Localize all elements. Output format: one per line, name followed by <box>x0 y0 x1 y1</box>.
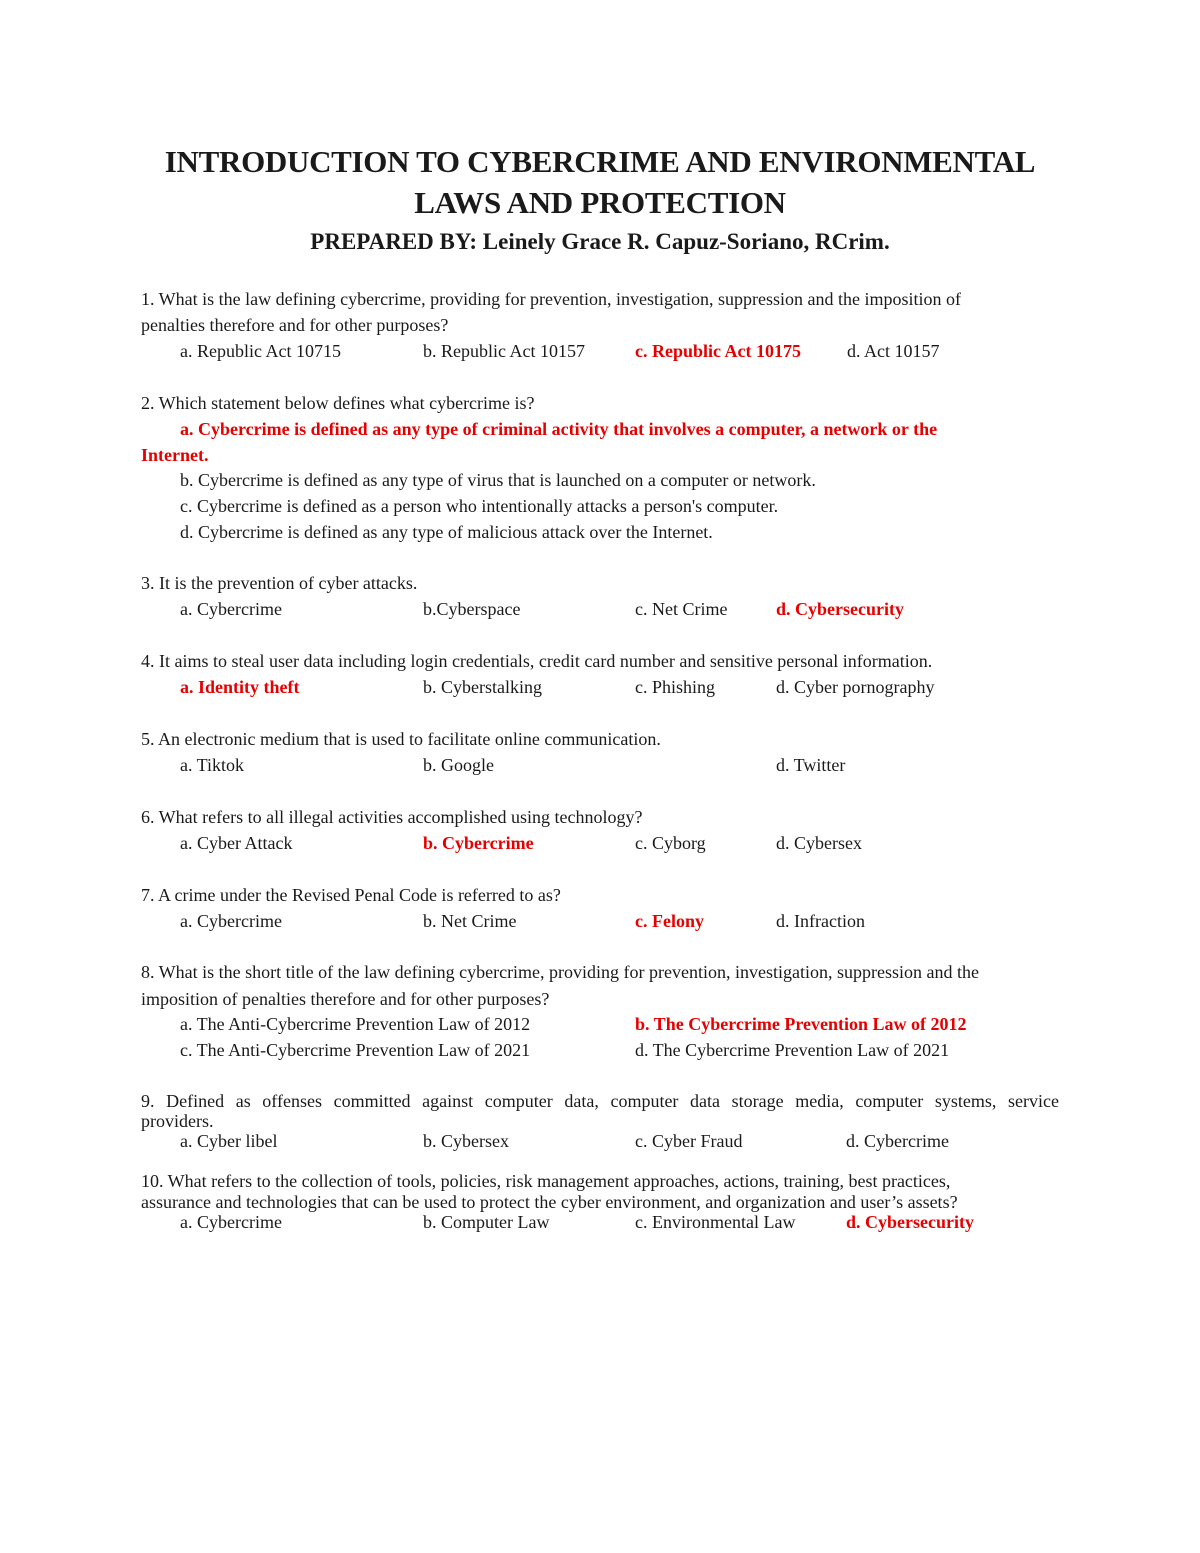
question-1-choice-b: b. Republic Act 10157 <box>423 341 585 361</box>
question-5-choice-a: a. Tiktok <box>180 755 245 775</box>
question-10-answer-d: d. Cybersecurity <box>846 1212 974 1232</box>
question-6-text: 6. What refers to all illegal activities accomplished using technology? <box>141 807 643 827</box>
question-9-choice-a: a. Cyber libel <box>180 1131 278 1151</box>
question-3-text: 3. It is the prevention of cyber attacks. <box>141 573 418 593</box>
question-10-text-cont: assurance and technologies that can be used to protect the cyber environment, and organization and user’s assets? <box>141 1192 958 1212</box>
question-1-text-cont: penalties therefore and for other purposes? <box>141 315 449 335</box>
question-8-choice-c: c. The Anti-Cybercrime Prevention Law of 2021 <box>180 1040 531 1060</box>
question-7-choice-b: b. Net Crime <box>423 911 517 931</box>
question-6-answer-b: b. Cybercrime <box>423 833 534 853</box>
question-4-choice-d: d. Cyber pornography <box>776 677 935 697</box>
question-5-text: 5. An electronic medium that is used to facilitate online communication. <box>141 729 661 749</box>
question-9-choice-b: b. Cybersex <box>423 1131 509 1151</box>
question-1-choice-d: d. Act 10157 <box>847 341 940 361</box>
question-9-choice-d: d. Cybercrime <box>846 1131 949 1151</box>
question-5-choice-b: b. Google <box>423 755 494 775</box>
question-10-text: 10. What refers to the collection of tools, policies, risk management approaches, actions, training, best practices, <box>141 1171 951 1191</box>
question-1-text: 1. What is the law defining cybercrime, providing for prevention, investigation, suppression and the imposition of <box>141 289 962 309</box>
question-9-text-cont: providers. <box>141 1111 214 1131</box>
question-9-choice-c: c. Cyber Fraud <box>635 1131 743 1151</box>
question-5-choice-d: d. Twitter <box>776 755 846 775</box>
prepared-by: PREPARED BY: Leinely Grace R. Capuz-Soriano, RCrim. <box>310 229 890 254</box>
question-2-choice-c: c. Cybercrime is defined as a person who intentionally attacks a person's computer. <box>180 496 779 516</box>
question-3-answer-d: d. Cybersecurity <box>776 599 904 619</box>
question-2-choice-d: d. Cybercrime is defined as any type of malicious attack over the Internet. <box>180 522 713 542</box>
question-8-choice-d: d. The Cybercrime Prevention Law of 2021 <box>635 1040 950 1060</box>
question-4-choice-c: c. Phishing <box>635 677 716 697</box>
question-10-choice-c: c. Environmental Law <box>635 1212 796 1232</box>
question-7-choice-d: d. Infraction <box>776 911 865 931</box>
question-9-text: 9. Defined as offenses committed against computer data, computer data storage media, computer systems, service <box>141 1091 1059 1111</box>
question-7-choice-a: a. Cybercrime <box>180 911 282 931</box>
question-4-text: 4. It aims to steal user data including login credentials, credit card number and sensitive personal information. <box>141 651 933 671</box>
question-8-answer-b: b. The Cybercrime Prevention Law of 2012 <box>635 1014 967 1034</box>
question-3-choice-a: a. Cybercrime <box>180 599 282 619</box>
question-2-text: 2. Which statement below defines what cybercrime is? <box>141 393 535 413</box>
question-4-choice-b: b. Cyberstalking <box>423 677 542 697</box>
question-8-text: 8. What is the short title of the law defining cybercrime, providing for prevention, investigation, suppression and the <box>141 962 979 982</box>
document-title-line-1: INTRODUCTION TO CYBERCRIME AND ENVIRONMENTAL <box>164 144 1036 179</box>
question-4-answer-a: a. Identity theft <box>180 677 300 697</box>
question-3-choice-b: b.Cyberspace <box>423 599 521 619</box>
question-1-choice-a: a. Republic Act 10715 <box>180 341 341 361</box>
question-3-choice-c: c. Net Crime <box>635 599 728 619</box>
question-6-choice-a: a. Cyber Attack <box>180 833 293 853</box>
question-1-answer-c: c. Republic Act 10175 <box>635 341 801 361</box>
question-6-choice-d: d. Cybersex <box>776 833 862 853</box>
question-8-choice-a: a. The Anti-Cybercrime Prevention Law of 2012 <box>180 1014 531 1034</box>
question-2-choice-b: b. Cybercrime is defined as any type of virus that is launched on a computer or network. <box>180 470 816 490</box>
question-8-text-cont: imposition of penalties therefore and for other purposes? <box>141 989 550 1009</box>
question-2-answer-a: a. Cybercrime is defined as any type of criminal activity that involves a computer, a network or the <box>180 419 938 439</box>
question-7-text: 7. A crime under the Revised Penal Code is referred to as? <box>141 885 561 905</box>
question-10-choice-a: a. Cybercrime <box>180 1212 282 1232</box>
question-7-answer-c: c. Felony <box>635 911 704 931</box>
question-6-choice-c: c. Cyborg <box>635 833 706 853</box>
question-2-answer-a-cont: Internet. <box>141 445 209 465</box>
question-10-choice-b: b. Computer Law <box>423 1212 550 1232</box>
document-title-line-2: LAWS AND PROTECTION <box>414 185 786 220</box>
